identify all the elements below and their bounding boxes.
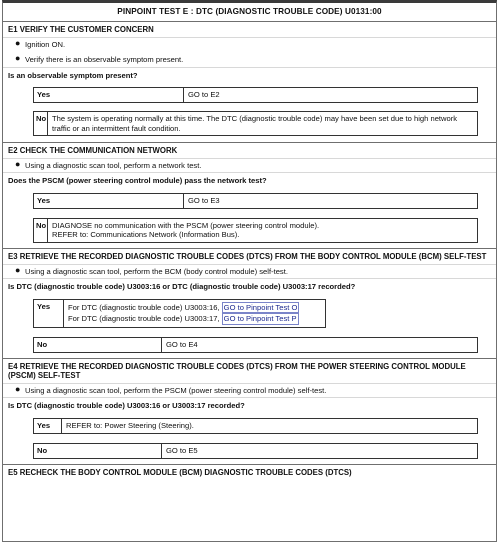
bullet-text: Ignition ON.	[25, 39, 66, 49]
yes-action: GO to E2	[188, 90, 220, 100]
step-e3-heading: E3 RETRIEVE THE RECORDED DIAGNOSTIC TROUBLE CODES (DTCS) FROM THE BODY CONTROL MODULE (BCM) SELF-TEST	[3, 248, 496, 264]
no-label: No	[34, 219, 48, 242]
step-e3-bullet-1	[3, 264, 496, 278]
no-action: The system is operating normally at this time. The DTC (diagnostic trouble code) may have been set due to high network traffic or an intermittent fault condition.	[52, 114, 458, 133]
bullet-text: Verify there is an observable symptom present.	[25, 55, 184, 65]
yes-label: Yes	[34, 88, 184, 102]
yes-option	[33, 418, 478, 434]
step-e4-yes-row	[3, 415, 496, 440]
step-e2-no-row	[3, 215, 496, 248]
step-e3-question: Is DTC (diagnostic trouble code) U3003:16 or DTC (diagnostic trouble code) U3003:17 recorded?	[3, 278, 496, 295]
step-e5-heading: E5 RECHECK THE BODY CONTROL MODULE (BCM) DIAGNOSTIC TROUBLE CODES (DTCS)	[3, 464, 496, 480]
pinpoint-test-p-link[interactable]: GO to Pinpoint Test P	[223, 314, 297, 324]
no-option	[33, 111, 478, 136]
yes-label: Yes	[34, 194, 184, 208]
step-e1-question: Is an observable symptom present?	[3, 67, 496, 84]
step-e4-heading: E4 RETRIEVE THE RECORDED DIAGNOSTIC TROUBLE CODES (DTCS) FROM THE POWER STEERING CONTROL MODULE (PSCM) SELF-TEST	[3, 358, 496, 383]
no-label: No	[34, 444, 162, 458]
yes-label: Yes	[34, 419, 62, 433]
bullet-icon: ●	[15, 53, 21, 64]
no-label: No	[34, 112, 48, 135]
bullet-icon: ●	[15, 158, 21, 169]
step-e1-bullet-2	[3, 51, 496, 66]
bullet-icon: ●	[15, 383, 21, 394]
no-action-line-1: DIAGNOSE no communication with the PSCM (power steering control module).	[52, 220, 320, 230]
step-e4-no-row	[3, 440, 496, 464]
step-e3-yes-row	[3, 296, 496, 334]
yes-action-line-2	[68, 313, 321, 324]
yes-option	[33, 87, 478, 103]
yes-label: Yes	[34, 300, 64, 327]
yes-action-line-1	[68, 302, 321, 313]
step-e4-bullet-1	[3, 383, 496, 397]
no-option	[33, 337, 478, 353]
step-e1-heading: E1 VERIFY THE CUSTOMER CONCERN	[8, 25, 154, 34]
no-option	[33, 443, 478, 459]
step-e1-no-row	[3, 108, 496, 142]
yes-action	[64, 300, 325, 327]
no-action-line-2: REFER to: Communications Network (Information Bus).	[52, 230, 240, 240]
bullet-icon: ●	[15, 37, 21, 48]
no-action: GO to E5	[166, 445, 198, 455]
step-e2-yes-row	[3, 190, 496, 215]
step-e4-question: Is DTC (diagnostic trouble code) U3003:16 or U3003:17 recorded?	[3, 397, 496, 414]
step-e2-question: Does the PSCM (power steering control module) pass the network test?	[3, 172, 496, 189]
no-action	[48, 219, 477, 242]
yes-action-text-1: For DTC (diagnostic trouble code) U3003:16,	[68, 302, 220, 312]
no-action: GO to E4	[166, 339, 198, 349]
pinpoint-test-document	[2, 0, 497, 542]
step-e1-bullet-1	[3, 37, 496, 51]
pinpoint-test-o-link[interactable]: GO to Pinpoint Test O	[223, 302, 298, 312]
yes-option	[33, 193, 478, 209]
step-e3-no-row	[3, 334, 496, 358]
document-title: PINPOINT TEST E : DTC (DIAGNOSTIC TROUBLE CODE) U0131:00	[3, 3, 496, 22]
no-option	[33, 218, 478, 243]
bullet-text: Using a diagnostic scan tool, perform the PSCM (power steering control module) self-test.	[25, 385, 327, 395]
yes-action-text-2: For DTC (diagnostic trouble code) U3003:17,	[68, 314, 220, 324]
yes-action: GO to E3	[188, 195, 220, 205]
bullet-icon: ●	[15, 264, 21, 275]
step-e1-yes-row	[3, 84, 496, 108]
yes-option	[33, 299, 326, 328]
no-label: No	[34, 338, 162, 352]
yes-action: REFER to: Power Steering (Steering).	[66, 420, 194, 430]
step-e2-bullet-1	[3, 158, 496, 172]
bullet-text: Using a diagnostic scan tool, perform a network test.	[25, 160, 202, 170]
bullet-text: Using a diagnostic scan tool, perform the BCM (body control module) self-test.	[25, 266, 288, 276]
step-e2-heading: E2 CHECK THE COMMUNICATION NETWORK	[3, 142, 496, 158]
